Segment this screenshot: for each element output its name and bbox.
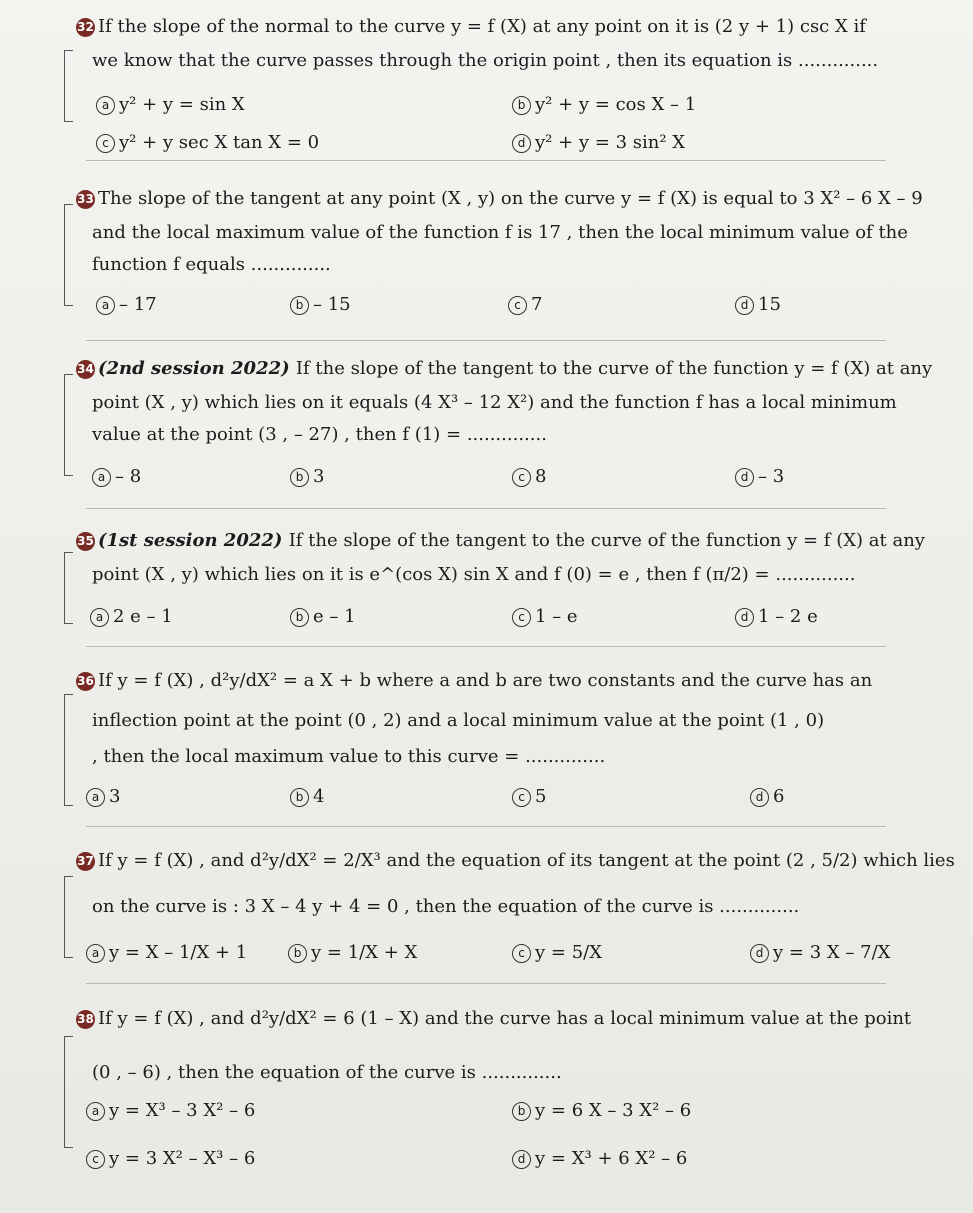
session-label: (1st session 2022) [98,530,289,551]
question-text: If y = f (X) , and d²y/dX² = 6 (1 – X) and the curve has a local minimum value at the point [98,1008,912,1029]
choice-text: y = 3 X² – X³ – 6 [109,1148,256,1169]
question-number-badge: 33 [76,190,95,209]
choice-letter: a [86,944,105,963]
choice-letter: a [86,788,105,807]
choice-option-b[interactable] [288,940,417,966]
choice-option-c[interactable] [96,130,319,156]
question-text: , then the local maximum value to this curve = .............. [92,746,606,767]
choice-text: y = X – 1/X + 1 [109,942,248,963]
choice-text: 5 [535,786,547,807]
choice-letter: a [90,608,109,627]
question-text-line [98,356,932,382]
question-text: If the slope of the tangent to the curve of the function y = f (X) at any [295,358,933,379]
choice-letter: a [86,1102,105,1121]
choice-text: 1 – 2 e [758,606,818,627]
question-number-badge: 37 [76,852,95,871]
choice-letter: d [512,134,531,153]
choice-letter: b [290,608,309,627]
choice-option-c[interactable] [512,604,578,630]
choice-letter: d [512,1150,531,1169]
choice-letter: c [96,134,115,153]
question-text-line [92,1060,562,1086]
question-text: If the slope of the normal to the curve y = f (X) at any point on it is (2 y + 1) csc X if [98,16,866,37]
choice-text: y = 1/X + X [311,942,418,963]
choice-option-d[interactable] [735,292,781,318]
question-bracket [64,50,73,122]
choice-letter: d [750,788,769,807]
question-text-line [92,708,824,734]
question-text-line [92,220,908,246]
question-number-badge: 32 [76,18,95,37]
choice-option-a[interactable] [92,464,141,490]
choice-option-d[interactable] [735,464,784,490]
question-bracket [64,204,73,306]
choice-text: e – 1 [313,606,356,627]
choice-letter: d [735,296,754,315]
choice-text: 1 – e [535,606,578,627]
choice-text: 15 [758,294,781,315]
choice-letter: c [512,944,531,963]
choice-letter: a [96,96,115,115]
choice-text: y² + y = sin X [119,94,245,115]
choice-text: y = 3 X – 7/X [773,942,891,963]
choice-option-c[interactable] [86,1146,255,1172]
question-text: function f equals .............. [92,254,331,275]
choice-option-d[interactable] [735,604,818,630]
choice-option-a[interactable] [96,292,157,318]
question-text-line [98,186,923,212]
question-text-line [92,390,897,416]
question-text-line [98,14,866,40]
question-separator [86,160,886,161]
choice-option-a[interactable] [86,940,247,966]
choice-letter: b [290,468,309,487]
choice-option-b[interactable] [512,92,696,118]
choice-text: y² + y sec X tan X = 0 [119,132,320,153]
choice-letter: d [735,608,754,627]
question-bracket [64,694,73,806]
question-text-line [92,422,547,448]
question-text: point (X , y) which lies on it equals (4 X³ – 12 X²) and the function f has a local minimum [92,392,897,413]
question-separator [86,826,886,827]
question-text-line [92,894,799,920]
question-text: inflection point at the point (0 , 2) and a local minimum value at the point (1 , 0) [92,710,825,731]
choice-text: y² + y = 3 sin² X [535,132,686,153]
choice-text: y = X³ – 3 X² – 6 [109,1100,256,1121]
question-bracket [64,374,73,476]
question-text-line [92,48,878,74]
choice-option-c[interactable] [512,784,546,810]
question-text: and the local maximum value of the function f is 17 , then the local minimum value of the [92,222,908,243]
choice-letter: d [750,944,769,963]
choice-option-b[interactable] [290,464,324,490]
choice-text: 3 [109,786,121,807]
choice-option-b[interactable] [290,292,351,318]
choice-letter: b [512,96,531,115]
choice-text: y = 6 X – 3 X² – 6 [535,1100,692,1121]
choice-text: – 17 [119,294,157,315]
question-number-badge: 35 [76,532,95,551]
choice-option-c[interactable] [508,292,542,318]
choice-letter: c [512,468,531,487]
question-text: on the curve is : 3 X – 4 y + 4 = 0 , then the equation of the curve is .............. [92,896,800,917]
question-text: point (X , y) which lies on it is e^(cos X) sin X and f (0) = e , then f (π/2) = .............. [92,564,856,585]
question-text-line [98,668,872,694]
choice-letter: b [288,944,307,963]
question-separator [86,983,886,984]
choice-option-b[interactable] [290,604,356,630]
choice-text: 3 [313,466,325,487]
question-text-line [92,744,605,770]
choice-text: 7 [531,294,543,315]
choice-letter: a [96,296,115,315]
choice-option-d[interactable] [750,940,890,966]
question-separator [86,646,886,647]
choice-letter: c [512,608,531,627]
question-number-badge: 36 [76,672,95,691]
choice-text: 4 [313,786,325,807]
session-label: (2nd session 2022) [98,358,296,379]
choice-option-c[interactable] [512,464,546,490]
question-text: (0 , – 6) , then the equation of the curve is .............. [92,1062,562,1083]
choice-text: y = X³ + 6 X² – 6 [535,1148,688,1169]
choice-text: y² + y = cos X – 1 [535,94,697,115]
question-text-line [98,1006,911,1032]
question-text-line [92,252,331,278]
choice-option-a[interactable] [86,784,120,810]
choice-option-d[interactable] [512,1146,687,1172]
question-text-line [92,562,855,588]
question-text-line [98,848,955,874]
question-number-badge: 34 [76,360,95,379]
question-text: If y = f (X) , and d²y/dX² = 2/X³ and the equation of its tangent at the point (2 , 5/2) which lies [98,850,955,871]
choice-option-b[interactable] [512,1098,691,1124]
choice-option-a[interactable] [90,604,173,630]
question-text: If the slope of the tangent to the curve of the function y = f (X) at any [288,530,925,551]
question-text: value at the point (3 , – 27) , then f (1) = .............. [92,424,547,445]
choice-text: 6 [773,786,785,807]
choice-letter: d [735,468,754,487]
question-number-badge: 38 [76,1010,95,1029]
choice-text: – 8 [115,466,142,487]
choice-text: – 15 [313,294,351,315]
choice-option-b[interactable] [290,784,324,810]
choice-text: 8 [535,466,547,487]
choice-letter: b [290,296,309,315]
choice-option-d[interactable] [512,130,685,156]
choice-letter: b [290,788,309,807]
choice-letter: a [92,468,111,487]
question-bracket [64,876,73,958]
choice-text: – 3 [758,466,785,487]
choice-letter: c [512,788,531,807]
question-bracket [64,1036,73,1148]
question-text: we know that the curve passes through the origin point , then its equation is .............. [92,50,879,71]
question-separator [86,340,886,341]
question-bracket [64,552,73,624]
choice-letter: c [86,1150,105,1169]
question-text-line [98,528,925,554]
question-separator [86,508,886,509]
choice-option-c[interactable] [512,940,602,966]
choice-letter: b [512,1102,531,1121]
choice-letter: c [508,296,527,315]
choice-option-a[interactable] [86,1098,255,1124]
choice-option-a[interactable] [96,92,245,118]
choice-text: 2 e – 1 [113,606,173,627]
choice-text: y = 5/X [535,942,603,963]
choice-option-d[interactable] [750,784,784,810]
question-text: The slope of the tangent at any point (X , y) on the curve y = f (X) is equal to 3 X² – 6 X – 9 [98,188,923,209]
question-text: If y = f (X) , d²y/dX² = a X + b where a and b are two constants and the curve has an [98,670,873,691]
